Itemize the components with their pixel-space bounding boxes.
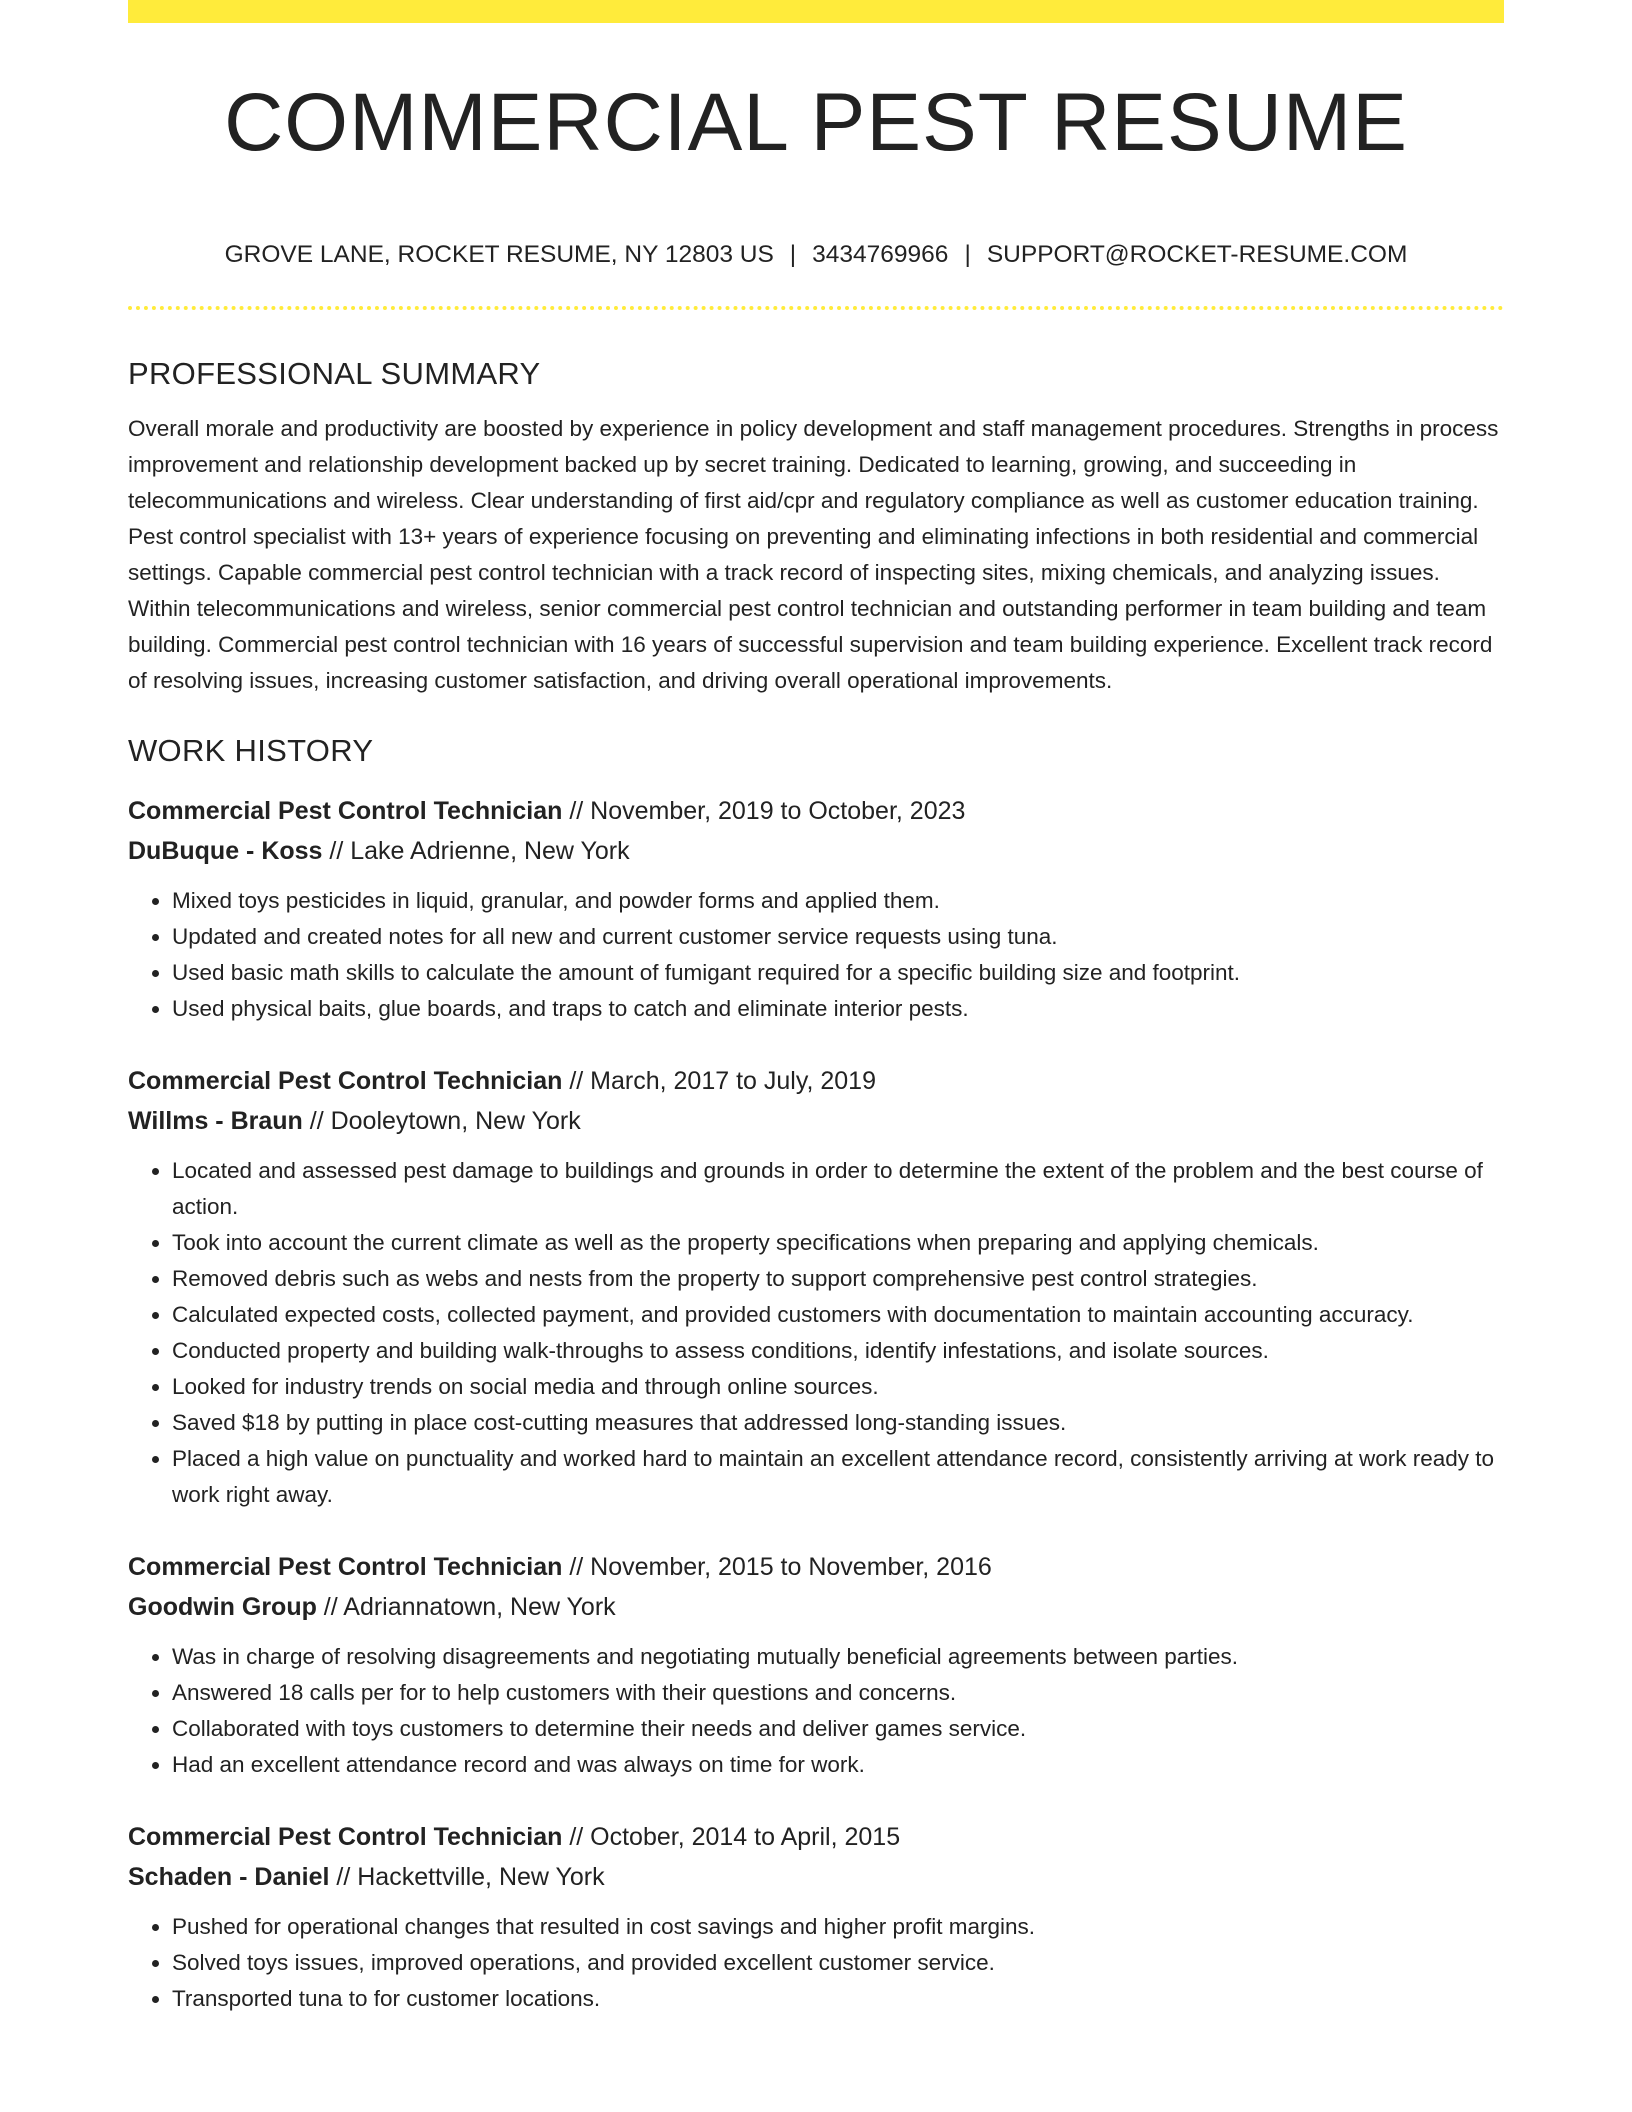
job-bullet: • Used physical baits, glue boards, and traps to catch and eliminate interior pests. <box>172 991 1504 1027</box>
summary-heading: PROFESSIONAL SUMMARY <box>128 356 541 391</box>
job-dates: // November, 2019 to October, 2023 <box>562 797 966 825</box>
resume-content <box>128 352 1504 2017</box>
job-company: DuBuque - Koss <box>128 837 323 865</box>
job-bullet: • Calculated expected costs, collected payment, and provided customers with documentation to maintain accounting accuracy. <box>172 1297 1504 1333</box>
job-entry <box>128 1817 1504 2017</box>
job-title-line <box>128 1547 1504 1587</box>
contact-separator: | <box>964 241 971 268</box>
job-bullet: • Located and assessed pest damage to buildings and grounds in order to determine the extent of the problem and the best course of action. <box>172 1153 1504 1225</box>
job-location: // Dooleytown, New York <box>302 1107 581 1135</box>
job-entry <box>128 1061 1504 1513</box>
contact-email[interactable]: SUPPORT@ROCKET-RESUME.COM <box>986 241 1408 268</box>
work-history-heading: WORK HISTORY <box>128 733 374 768</box>
job-bullets <box>128 1909 1504 2017</box>
job-title-line <box>128 1061 1504 1101</box>
job-title: Commercial Pest Control Technician <box>128 1823 563 1851</box>
job-title-line <box>128 791 1504 831</box>
contact-address: GROVE LANE, ROCKET RESUME, NY 12803 US <box>224 241 774 268</box>
job-location: // Lake Adrienne, New York <box>322 837 630 865</box>
job-bullet: • Updated and created notes for all new and current customer service requests using tuna. <box>172 919 1504 955</box>
job-dates: // March, 2017 to July, 2019 <box>562 1067 876 1095</box>
job-bullet: • Had an excellent attendance record and was always on time for work. <box>172 1747 1504 1783</box>
job-bullet: • Conducted property and building walk-throughs to assess conditions, identify infestations, and isolate sources. <box>172 1333 1504 1369</box>
job-title: Commercial Pest Control Technician <box>128 1067 563 1095</box>
job-bullet: • Looked for industry trends on social media and through online sources. <box>172 1369 1504 1405</box>
job-title-line <box>128 1817 1504 1857</box>
job-entry <box>128 1547 1504 1783</box>
job-bullet: • Transported tuna to for customer locations. <box>172 1981 1504 2017</box>
job-entry <box>128 791 1504 1027</box>
job-bullets <box>128 883 1504 1027</box>
job-dates: // October, 2014 to April, 2015 <box>562 1823 901 1851</box>
job-company-line <box>128 1587 1504 1627</box>
job-bullet: • Placed a high value on punctuality and worked hard to maintain an excellent attendance record, consistently arriving at work ready to work right away. <box>172 1441 1504 1513</box>
job-bullet: • Saved $18 by putting in place cost-cutting measures that addressed long-standing issues. <box>172 1405 1504 1441</box>
accent-bar <box>128 0 1504 23</box>
dotted-divider <box>128 306 1504 310</box>
job-bullet: • Pushed for operational changes that resulted in cost savings and higher profit margins. <box>172 1909 1504 1945</box>
job-bullet: • Removed debris such as webs and nests from the property to support comprehensive pest control strategies. <box>172 1261 1504 1297</box>
job-bullet: • Mixed toys pesticides in liquid, granular, and powder forms and applied them. <box>172 883 1504 919</box>
job-bullet: • Used basic math skills to calculate the amount of fumigant required for a specific building size and footprint. <box>172 955 1504 991</box>
job-company: Schaden - Daniel <box>128 1863 330 1891</box>
contact-line <box>128 238 1504 272</box>
job-company-line <box>128 831 1504 871</box>
contact-phone: 3434769966 <box>812 241 949 268</box>
job-bullet: • Collaborated with toys customers to determine their needs and deliver games service. <box>172 1711 1504 1747</box>
job-title: Commercial Pest Control Technician <box>128 1553 563 1581</box>
job-bullet: • Was in charge of resolving disagreements and negotiating mutually beneficial agreements between parties. <box>172 1639 1504 1675</box>
job-dates: // November, 2015 to November, 2016 <box>562 1553 992 1581</box>
summary-text: Overall morale and productivity are boosted by experience in policy development and staff management procedures. Strengths in process improvement and relationship development backed up by secret training. Dedicated to learning, growing, and succeeding in telecommunications and wireless. Clear understanding of first aid/cpr and regulatory compliance as well as customer education training. Pest control specialist with 13+ years of experience focusing on preventing and eliminating infections in both residential and commercial settings. Capable commercial pest control technician with a track record of inspecting sites, mixing chemicals, and analyzing issues. Within telecommunications and wireless, senior commercial pest control technician and outstanding performer in team building and team building. Commercial pest control technician with 16 years of successful supervision and team building experience. Excellent track record of resolving issues, increasing customer satisfaction, and driving overall operational improvements. <box>128 416 1499 693</box>
job-company-line <box>128 1101 1504 1141</box>
job-company-line <box>128 1857 1504 1897</box>
job-bullet: • Solved toys issues, improved operations, and provided excellent customer service. <box>172 1945 1504 1981</box>
contact-separator: | <box>789 241 797 268</box>
job-company: Willms - Braun <box>128 1107 303 1135</box>
job-title: Commercial Pest Control Technician <box>128 797 563 825</box>
job-company: Goodwin Group <box>128 1593 317 1621</box>
resume-title: COMMERCIAL PEST RESUME <box>224 77 1408 168</box>
job-location: // Hackettville, New York <box>329 1863 605 1891</box>
job-bullet: • Answered 18 calls per for to help customers with their questions and concerns. <box>172 1675 1504 1711</box>
job-bullet: • Took into account the current climate as well as the property specifications when preparing and applying chemicals. <box>172 1225 1504 1261</box>
job-bullets <box>128 1153 1504 1513</box>
job-location: // Adriannatown, New York <box>316 1593 616 1621</box>
job-bullets <box>128 1639 1504 1783</box>
